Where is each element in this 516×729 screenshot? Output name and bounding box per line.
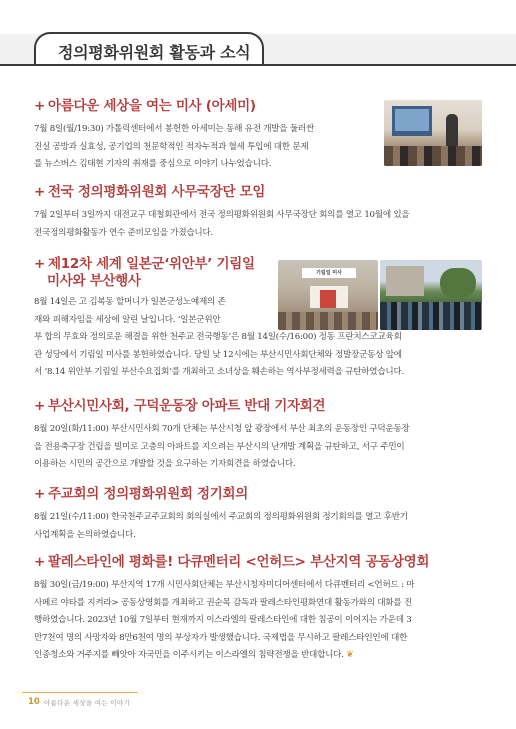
header-rule — [0, 64, 516, 66]
footer-rule — [22, 692, 138, 693]
page-title: 정의평화위원회 활동과 소식 — [58, 43, 251, 62]
section-title: + 팔레스타인에 평화를! 다큐멘터리 <언허드> 부산지역 공동상영회 — [34, 554, 430, 570]
section-title: + 부산시민사회, 구덕운동장 아파트 반대 기자회견 — [34, 398, 326, 414]
plus-icon: + — [34, 98, 46, 114]
section-title: + 제12차 세계 일본군‘위안부’ 기림일 미사와 부산행사 — [34, 256, 255, 289]
plus-icon: + — [34, 256, 46, 272]
plus-icon: + — [34, 554, 46, 570]
photo-banner-text: 기림일 미사 — [302, 268, 356, 278]
plus-icon: + — [34, 486, 46, 502]
leaf-icon: ❦ — [346, 650, 354, 660]
photo-lecture — [384, 100, 482, 166]
section-title: + 주교회의 정의평화위원회 정기회의 — [34, 486, 248, 502]
section-asemi — [34, 98, 384, 174]
section-body: 8월 21일(수/11:00) 한국천주교주교회의 회의실에서 주교회의 정의평화위원회 정기회의를 열고 후반기 사업계획을 논의하였습니다. — [34, 512, 408, 540]
section-body: 8월 30일(금/19:00) 부산지역 17개 시민사회단체는 부산시청자미디어센터에서 다큐멘터리 <언허드 : 마 사페르 야타를 지켜라> 공동상영회를 개최하고 권순목 감독과 팔레스타인평화연대 활동가와의 대화를 진 행하였습니다. 2023년 10월 7일부터 현재까지 이스라엘의 팔레스타인에 대한 침공이 이어지는 가운데 3 만7천여 명의 사망자와 8만6천여 명의 부상자가 발생했습니다. 국제법을 무시하고 팔레스타인인에 대한 인종청소와 거주지를 빼앗아 자국민을 이주시키는 이스라엘의 침략전쟁을 반대합니다. ❦ — [34, 577, 484, 665]
section-title: + 아름다운 세상을 여는 미사 (아세미) — [34, 98, 256, 114]
section-body: 7월 2일부터 3일까지 대전교구 대철회관에서 전국 정의평화위원회 사무국장단 회의를 열고 10월에 있을 전국정의평화활동가 연수 준비모임을 가졌습니다. — [34, 210, 410, 238]
page-number: 10 — [28, 697, 40, 707]
section-bishops-meeting — [34, 486, 484, 544]
section-body: 7월 8일(월/19:30) 가톨릭센터에서 봉헌한 아세미는 동해 유전 개발을 둘러싼 진실 공방과 실효성, 공기업의 천문학적인 적자누적과 혈세 투입에 대한 문제 를 뉴스버스 김태현 기자의 취재를 중심으로 이야기 나누었습니다. — [34, 124, 315, 169]
plus-icon: + — [34, 398, 46, 414]
section-title: + 전국 정의평화위원회 사무국장단 모임 — [34, 184, 266, 200]
section-secretaries-meeting — [34, 184, 484, 242]
section-stadium-press — [34, 398, 484, 474]
section-palestine-screening — [34, 554, 484, 665]
plus-icon: + — [34, 184, 46, 200]
section-body: 8월 20일(화/11:00) 부산시민사회 70개 단체는 부산시청 앞 광장에서 부산 최초의 운동장인 구덕운동장 을 전용축구장 건립을 빌미로 고층의 아파트를 지으려는 부산시의 난개발 계획을 규탄하고, 서구 주민이 이용하는 시민의 공간으로 개발할 것을 요구하는 기자회견을 하였습니다. — [34, 424, 410, 469]
photo-memorial-mass — [278, 260, 378, 330]
section-body: 8월 14일은 고 김복동 할머니가 일본군성노예제의 존 재와 피해자임을 세상에 알린 날입니다. ‘일본군위안 부 합의 무효와 정의로운 해결을 위한 천주교 전국행동’은 8월 14일(수/16:00) 정동 프란치스코교육회 관 성당에서 기림일 미사를 봉헌하였습니다. 당일 낮 12시에는 부산시민사회단체와 정발장군동상 앞에 서 ‘8.14 위안부 기림일 부산수요집회’를 개최하고 소녀상을 훼손하는 역사부정세력을 규탄하였습니다. — [34, 297, 404, 377]
footer-text: 아름다운 세상을 여는 이야기 — [44, 699, 131, 707]
photo-rally — [380, 260, 482, 330]
